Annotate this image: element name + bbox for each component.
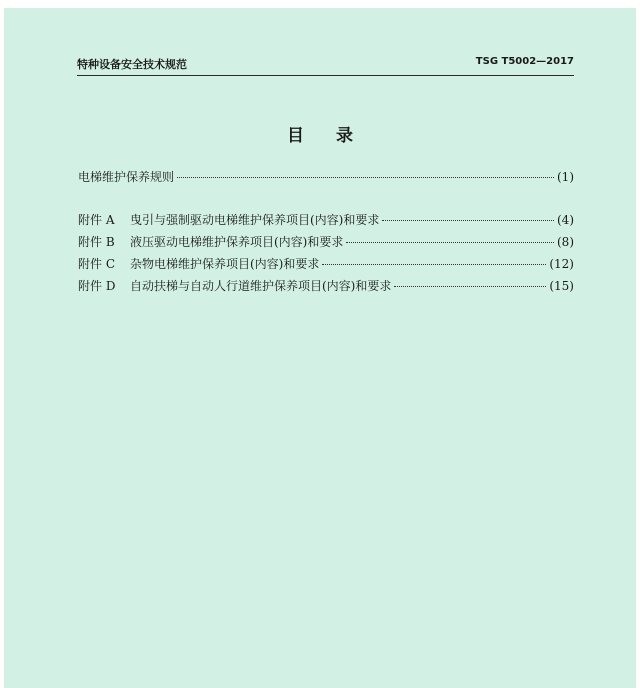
toc-entry-prefix: 附件 D	[78, 279, 116, 293]
running-header	[77, 53, 574, 76]
toc-heading: 目录	[287, 126, 385, 146]
dot-leader	[394, 286, 546, 287]
toc-entry-title: 曳引与强制驱动电梯维护保养项目(内容)和要求	[130, 213, 380, 227]
toc-entry-appendix-c[interactable]	[78, 255, 574, 273]
toc-entry-prefix: 附件 C	[78, 257, 115, 271]
toc-entry-appendix-b[interactable]	[78, 233, 574, 251]
toc-entry-page: (8)	[557, 235, 574, 249]
toc-entry-page: (12)	[549, 257, 574, 271]
toc-entry-page: (4)	[557, 213, 574, 227]
dot-leader	[346, 242, 554, 243]
toc-entry-appendix-d[interactable]	[78, 277, 574, 295]
dot-leader	[382, 220, 554, 221]
document-page	[4, 8, 636, 688]
toc-entry-title: 自动扶梯与自动人行道维护保养项目(内容)和要求	[130, 279, 392, 293]
toc-entry-appendix-a[interactable]	[78, 211, 574, 229]
header-standard-title: 特种设备安全技术规范	[77, 58, 187, 71]
dot-leader	[322, 264, 546, 265]
toc-entry-page: (15)	[549, 279, 574, 293]
toc-entry-main[interactable]	[78, 168, 574, 186]
toc-entry-title: 液压驱动电梯维护保养项目(内容)和要求	[130, 235, 344, 249]
toc-entry-prefix: 附件 A	[78, 213, 115, 227]
dot-leader	[177, 177, 554, 178]
header-standard-code: TSG T5002—2017	[475, 56, 574, 67]
toc-entry-title: 电梯维护保养规则	[78, 170, 175, 184]
toc-entry-prefix: 附件 B	[78, 235, 115, 249]
toc-entry-title: 杂物电梯维护保养项目(内容)和要求	[130, 257, 320, 271]
toc-entry-page: (1)	[557, 170, 574, 184]
